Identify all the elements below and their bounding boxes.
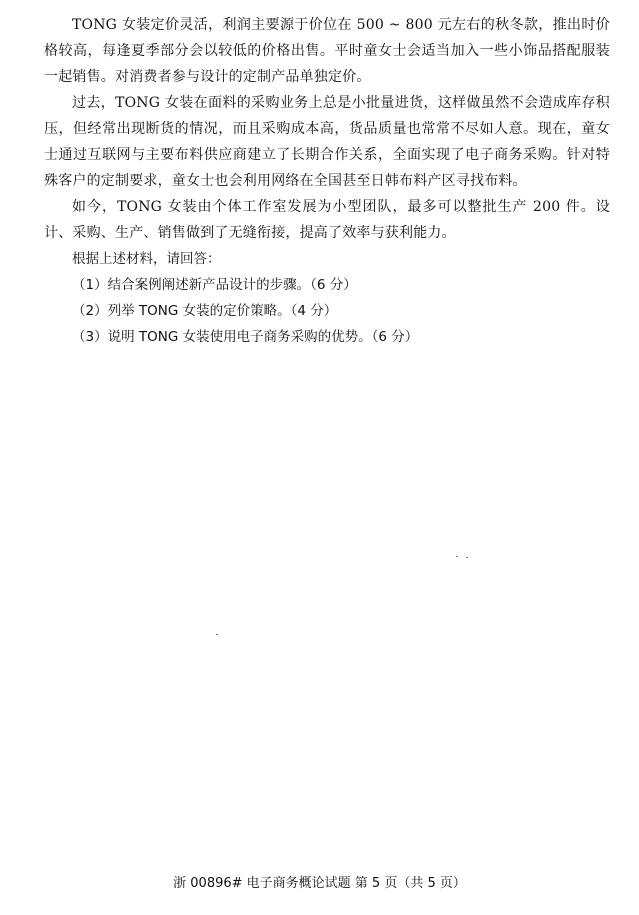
question-2: （2）列举 TONG 女装的定价策略。（4 分）	[72, 303, 338, 319]
question-1: （1）结合案例阐述新产品设计的步骤。（6 分）	[72, 277, 357, 293]
scan-speck	[216, 634, 218, 635]
page-content	[44, 12, 610, 350]
paragraph-current: 如今，TONG 女装由个体工作室发展为小型团队，最多可以整批生产 200 件。设计、采购、生产、销售做到了无缝衔接，提高了效率与获利能力。	[44, 199, 610, 241]
question-3: （3）说明 TONG 女装使用电子商务采购的优势。（6 分）	[72, 329, 419, 345]
page-footer: 浙 00896# 电子商务概论试题 第 5 页（共 5 页）	[173, 876, 466, 891]
scan-speck	[466, 557, 468, 558]
paragraph-pricing: TONG 女装定价灵活，利润主要源于价位在 500 ~ 800 元左右的秋冬款，推出时价格较高，每逢夏季部分会以较低的价格出售。平时童女士会适当加入一些小饰品搭配服装一起销售。对消费者参与设计的定制产品单独定价。	[44, 17, 610, 85]
question-prompt: 根据上述材料，请回答：	[72, 251, 221, 267]
scan-speck	[456, 556, 458, 557]
paragraph-procurement: 过去，TONG 女装在面料的采购业务上总是小批量进货，这样做虽然不会造成库存积压，但经常出现断货的情况，而且采购成本高，货品质量也常常不尽如人意。现在，童女士通过互联网与主要布料供应商建立了长期合作关系，全面实现了电子商务采购。针对特殊客户的定制要求，童女士也会利用网络在全国甚至日韩布料产区寻找布料。	[44, 95, 610, 189]
